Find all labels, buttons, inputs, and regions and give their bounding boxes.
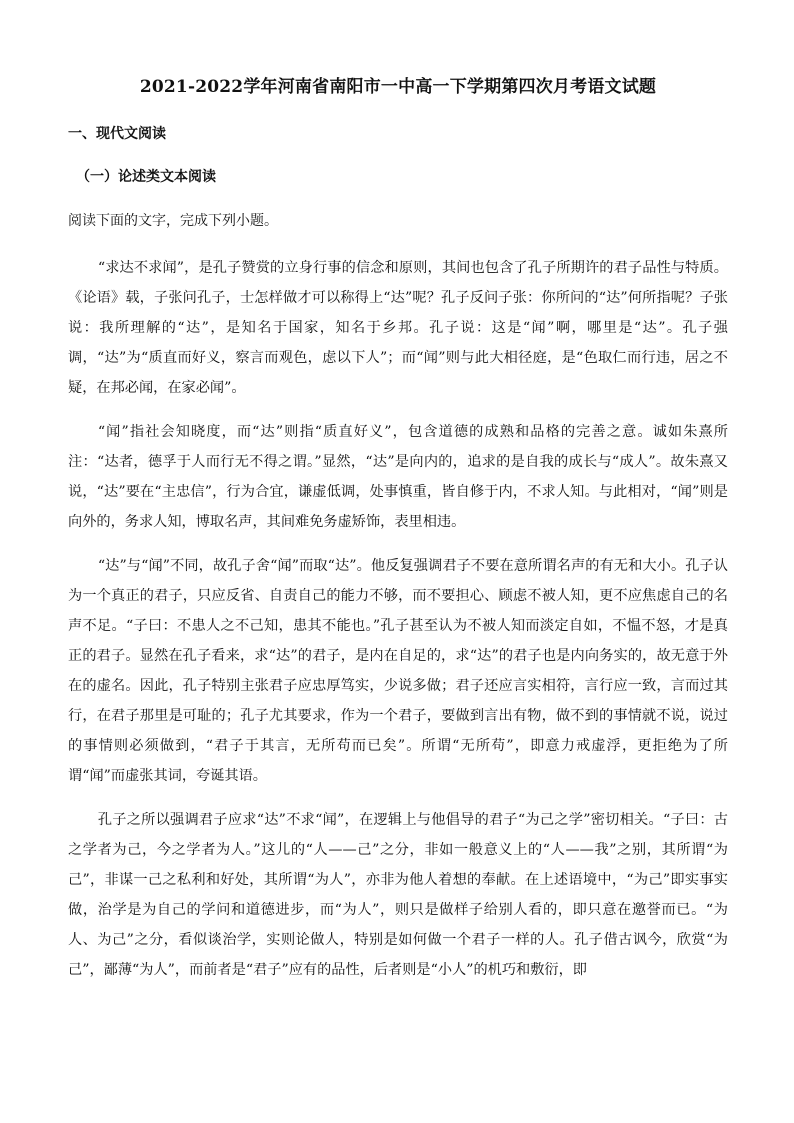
passage-paragraph-1: “求达不求闻”，是孔子赞赏的立身行事的信念和原则，其间也包含了孔子所期许的君子品性与特质。《论语》载，子张问孔子，士怎样做才可以称得上“达”呢？孔子反问子张：你所问的“达”何所指呢？子张说：我所理解的“达”，是知名于国家，知名于乡邦。孔子说：这是“闻”啊，哪里是“达”。孔子强调，“达”为“质直而好义，察言而观色，虑以下人”；而“闻”则与此大相径庭，是“色取仁而行违，居之不疑，在邦必闻，在家必闻”。 bbox=[68, 260, 728, 396]
document-page bbox=[68, 0, 728, 1123]
document-title: 2021-2022学年河南省南阳市一中高一下学期第四次月考语文试题 bbox=[139, 77, 657, 97]
passage-paragraph-3: “达”与“闻”不同，故孔子舍“闻”而取“达”。他反复强调君子不要在意所谓名声的有无和大小。孔子认为一个真正的君子，只应反省、自责自己的能力不够，而不要担心、顾虑不被人知，更不应焦虑自己的名声不足。“子曰：不患人之不己知，患其不能也。”孔子甚至认为不被人知而淡定自如，不愠不怒，才是真正的君子。显然在孔子看来，求“达”的君子，是内在自足的，求“达”的君子也是内向务实的，故无意于外在的虚名。因此，孔子特别主张君子应忠厚笃实，少说多做；君子还应言实相符，言行应一致，言而过其行，在君子那里是可耻的；孔子尤其要求，作为一个君子，要做到言出有物，做不到的事情就不说，说过的事情则必须做到，“君子于其言，无所苟而已矣”。所谓“无所苟”，即意力戒虚浮，更拒绝为了所谓“闻”而虚张其词，夸诞其语。 bbox=[68, 558, 728, 784]
passage-paragraph-4: 孔子之所以强调君子应求“达”不求“闻”，在逻辑上与他倡导的君子“为己之学”密切相关。“子曰：古之学者为己，今之学者为人。”这儿的“人——己”之分，非如一般意义上的“人——我”之别，其所谓“为己”，非谋一己之私利和好处，其所谓“为人”，亦非为他人着想的奉献。在上述语境中，“为己”即实事实做，治学是为自己的学问和道德进步，而“为人”，则只是做样子给别人看的，即只意在邀誉而已。“为人、为己”之分，看似谈治学，实则论做人，特别是如何做一个君子一样的人。孔子借古讽今，欣赏“为己”，鄙薄“为人”，而前者是“君子”应有的品性，后者则是“小人”的机巧和敷衍，即 bbox=[68, 812, 728, 978]
sub-heading: （一）论述类文本阅读 bbox=[76, 169, 216, 185]
passage-paragraph-2: “闻”指社会知晓度，而“达”则指“质直好义”，包含道德的成熟和品格的完善之意。诚如朱熹所注：“达者，德孚于人而行无不得之谓。”显然，“达”是向内的，追求的是自我的成长与“成人”。故朱熹又说，“达”要在“主忠信”，行为合宜，谦虚低调，处事慎重，皆自修于内，不求人知。与此相对，“闻”则是向外的，务求人知，博取名声，其间难免务虚矫饰，表里相违。 bbox=[68, 424, 728, 530]
section-heading: 一、现代文阅读 bbox=[68, 126, 166, 142]
passage-body bbox=[68, 253, 728, 999]
reading-instruction: 阅读下面的文字，完成下列小题。 bbox=[68, 213, 278, 229]
